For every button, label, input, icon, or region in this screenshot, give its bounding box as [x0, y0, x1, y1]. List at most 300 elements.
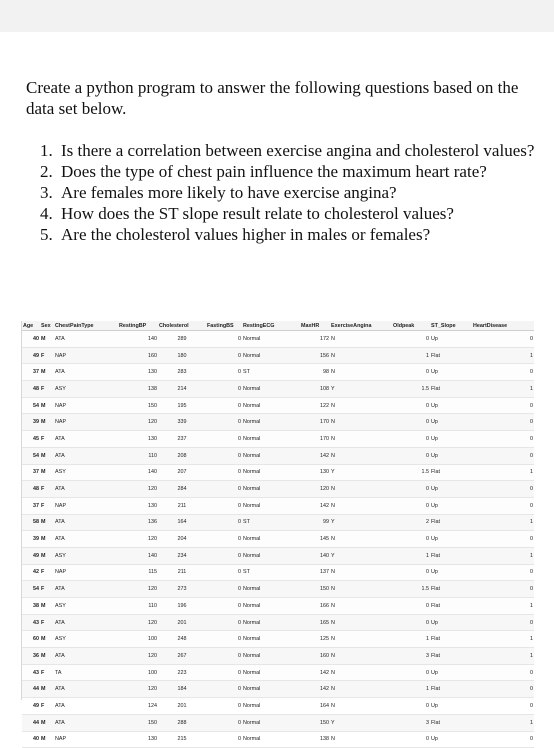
table-cell: 215	[158, 731, 206, 748]
table-header-row	[22, 321, 534, 331]
table-row	[22, 664, 534, 681]
table-cell: 0	[392, 564, 430, 581]
table-cell: N	[330, 481, 392, 498]
table-cell: Normal	[242, 598, 300, 615]
table-cell: 196	[158, 598, 206, 615]
table-cell: 110	[118, 447, 158, 464]
table-cell: F	[40, 381, 54, 398]
table-cell: 120	[300, 481, 330, 498]
table-cell: 0	[206, 481, 242, 498]
table-cell: F	[40, 431, 54, 448]
table-cell: 0	[392, 531, 430, 548]
column-header: ST_Slope	[430, 321, 472, 331]
table-cell: NAP	[54, 497, 118, 514]
column-header: RestingECG	[242, 321, 300, 331]
table-cell: Flat	[430, 347, 472, 364]
table-cell: 1	[472, 547, 534, 564]
table-cell: 0	[472, 698, 534, 715]
table-cell: 37	[22, 364, 40, 381]
table-cell: NAP	[54, 397, 118, 414]
table-cell: 201	[158, 614, 206, 631]
table-cell: M	[40, 714, 54, 731]
table-cell: 283	[158, 364, 206, 381]
table-cell: M	[40, 598, 54, 615]
table-cell: 0	[206, 598, 242, 615]
table-cell: 0	[472, 397, 534, 414]
table-cell: ATA	[54, 531, 118, 548]
table-cell: 122	[300, 397, 330, 414]
table-cell: 1	[472, 714, 534, 731]
table-cell: 39	[22, 414, 40, 431]
table-cell: 0	[472, 731, 534, 748]
table-cell: ATA	[54, 514, 118, 531]
table-cell: M	[40, 531, 54, 548]
table-cell: Normal	[242, 631, 300, 648]
table-cell: 170	[300, 431, 330, 448]
table-cell: N	[330, 531, 392, 548]
table-cell: 339	[158, 414, 206, 431]
table-cell: N	[330, 731, 392, 748]
table-cell: 0	[206, 664, 242, 681]
top-bar	[0, 0, 554, 32]
table-row	[22, 497, 534, 514]
table-cell: 1	[472, 514, 534, 531]
table-cell: Flat	[430, 631, 472, 648]
table-cell: 164	[300, 698, 330, 715]
table-row	[22, 481, 534, 498]
table-cell: 42	[22, 564, 40, 581]
table-cell: 150	[118, 714, 158, 731]
table-cell: N	[330, 648, 392, 665]
table-row	[22, 547, 534, 564]
table-cell: ASY	[54, 631, 118, 648]
table-row	[22, 648, 534, 665]
table-cell: Up	[430, 497, 472, 514]
table-cell: 0	[472, 581, 534, 598]
table-cell: 120	[118, 648, 158, 665]
table-cell: 0	[206, 347, 242, 364]
table-cell: Y	[330, 464, 392, 481]
table-row	[22, 397, 534, 414]
table-cell: N	[330, 614, 392, 631]
table-cell: Y	[330, 514, 392, 531]
table-cell: 0	[472, 331, 534, 348]
table-cell: ATA	[54, 581, 118, 598]
table-cell: 0	[472, 364, 534, 381]
table-cell: 98	[300, 364, 330, 381]
table-cell: 36	[22, 648, 40, 665]
table-cell: 273	[158, 581, 206, 598]
dataset-table	[22, 321, 534, 748]
table-cell: 0	[472, 664, 534, 681]
table-cell: Up	[430, 614, 472, 631]
table-cell: 142	[300, 681, 330, 698]
table-cell: 150	[118, 397, 158, 414]
table-cell: 1	[392, 547, 430, 564]
table-cell: 0	[392, 414, 430, 431]
table-cell: 0	[206, 414, 242, 431]
table-cell: 130	[118, 497, 158, 514]
table-cell: 150	[300, 714, 330, 731]
table-cell: 54	[22, 447, 40, 464]
table-cell: ATA	[54, 648, 118, 665]
table-cell: Up	[430, 414, 472, 431]
table-cell: 49	[22, 698, 40, 715]
table-cell: 40	[22, 331, 40, 348]
table-cell: M	[40, 414, 54, 431]
table-cell: Flat	[430, 648, 472, 665]
table-cell: Up	[430, 731, 472, 748]
table-cell: 124	[118, 698, 158, 715]
table-cell: 0	[206, 714, 242, 731]
table-cell: 48	[22, 481, 40, 498]
table-cell: Normal	[242, 347, 300, 364]
table-cell: Normal	[242, 698, 300, 715]
column-header: MaxHR	[300, 321, 330, 331]
table-cell: Normal	[242, 614, 300, 631]
table-cell: Flat	[430, 547, 472, 564]
table-cell: 288	[158, 714, 206, 731]
table-cell: M	[40, 631, 54, 648]
table-cell: 0	[206, 464, 242, 481]
table-cell: 120	[118, 481, 158, 498]
table-cell: 120	[118, 681, 158, 698]
table-cell: Normal	[242, 681, 300, 698]
table-cell: 289	[158, 331, 206, 348]
question-item-2	[40, 161, 540, 182]
table-cell: ATA	[54, 714, 118, 731]
table-cell: 0	[206, 431, 242, 448]
table-cell: M	[40, 648, 54, 665]
table-cell: M	[40, 514, 54, 531]
table-cell: 1	[472, 347, 534, 364]
table-cell: 0	[472, 481, 534, 498]
table-cell: 137	[300, 564, 330, 581]
table-cell: Normal	[242, 414, 300, 431]
table-cell: 0	[472, 447, 534, 464]
table-cell: Normal	[242, 731, 300, 748]
table-cell: 0	[472, 564, 534, 581]
table-cell: 2	[392, 514, 430, 531]
table-cell: 0	[206, 564, 242, 581]
table-cell: Normal	[242, 381, 300, 398]
table-cell: 0	[206, 648, 242, 665]
table-cell: 164	[158, 514, 206, 531]
table-cell: 1	[392, 681, 430, 698]
table-cell: N	[330, 681, 392, 698]
table-cell: 0	[206, 581, 242, 598]
table-cell: M	[40, 331, 54, 348]
table-cell: 0	[392, 698, 430, 715]
table-cell: 0	[206, 331, 242, 348]
table-cell: Flat	[430, 581, 472, 598]
table-cell: 0	[392, 481, 430, 498]
table-cell: 284	[158, 481, 206, 498]
column-header: Cholesterol	[158, 321, 206, 331]
table-cell: 136	[118, 514, 158, 531]
table-cell: Up	[430, 531, 472, 548]
table-cell: 0	[472, 414, 534, 431]
table-cell: Up	[430, 564, 472, 581]
column-header: Sex	[40, 321, 54, 331]
table-cell: 99	[300, 514, 330, 531]
table-cell: 37	[22, 464, 40, 481]
table-cell: 1	[472, 631, 534, 648]
table-cell: 38	[22, 598, 40, 615]
table-cell: N	[330, 631, 392, 648]
table-cell: N	[330, 581, 392, 598]
table-cell: M	[40, 364, 54, 381]
table-cell: M	[40, 464, 54, 481]
table-cell: 39	[22, 531, 40, 548]
table-cell: 0	[392, 598, 430, 615]
table-cell: 140	[118, 547, 158, 564]
table-cell: 0	[206, 447, 242, 464]
table-cell: 138	[300, 731, 330, 748]
table-cell: 208	[158, 447, 206, 464]
table-cell: 0	[392, 664, 430, 681]
table-cell: 223	[158, 664, 206, 681]
table-cell: N	[330, 364, 392, 381]
table-cell: 160	[118, 347, 158, 364]
table-cell: M	[40, 681, 54, 698]
table-cell: 49	[22, 347, 40, 364]
column-header: ChestPainType	[54, 321, 118, 331]
table-cell: Up	[430, 698, 472, 715]
table-cell: 130	[118, 431, 158, 448]
question-text: Is there a correlation between exercise angina and cholesterol values?	[61, 141, 535, 160]
table-cell: 125	[300, 631, 330, 648]
table-cell: F	[40, 481, 54, 498]
table-row	[22, 581, 534, 598]
table-cell: 0	[472, 497, 534, 514]
column-header: RestingBP	[118, 321, 158, 331]
question-number: 4.	[40, 204, 53, 223]
table-cell: ATA	[54, 331, 118, 348]
table-cell: 0	[472, 681, 534, 698]
table-cell: F	[40, 581, 54, 598]
question-item-5	[40, 224, 540, 245]
table-cell: 172	[300, 331, 330, 348]
table-cell: Up	[430, 481, 472, 498]
table-cell: Y	[330, 547, 392, 564]
table-cell: 100	[118, 664, 158, 681]
table-cell: 43	[22, 614, 40, 631]
table-cell: ATA	[54, 431, 118, 448]
table-cell: Y	[330, 714, 392, 731]
table-cell: 0	[206, 681, 242, 698]
table-cell: 211	[158, 564, 206, 581]
table-row	[22, 331, 534, 348]
table-cell: 54	[22, 581, 40, 598]
table-cell: Up	[430, 664, 472, 681]
table-cell: 142	[300, 664, 330, 681]
table-cell: 48	[22, 381, 40, 398]
table-cell: 0	[206, 614, 242, 631]
table-cell: F	[40, 497, 54, 514]
table-cell: 156	[300, 347, 330, 364]
table-cell: ATA	[54, 364, 118, 381]
table-cell: F	[40, 614, 54, 631]
table-cell: 44	[22, 681, 40, 698]
table-cell: 0	[206, 381, 242, 398]
table-cell: N	[330, 698, 392, 715]
table-cell: 43	[22, 664, 40, 681]
question-item-3	[40, 182, 540, 203]
table-cell: 0	[392, 431, 430, 448]
table-cell: ATA	[54, 481, 118, 498]
question-text: Are the cholesterol values higher in males or females?	[61, 225, 431, 244]
table-cell: Normal	[242, 464, 300, 481]
table-cell: ASY	[54, 598, 118, 615]
table-cell: 0	[206, 531, 242, 548]
table-cell: M	[40, 397, 54, 414]
table-cell: 184	[158, 681, 206, 698]
table-cell: 0	[392, 497, 430, 514]
table-cell: Flat	[430, 464, 472, 481]
table-cell: Normal	[242, 497, 300, 514]
table-cell: 0	[206, 397, 242, 414]
table-cell: 115	[118, 564, 158, 581]
table-cell: 1	[472, 381, 534, 398]
table-cell: N	[330, 331, 392, 348]
table-cell: ATA	[54, 447, 118, 464]
table-cell: 1	[392, 631, 430, 648]
table-cell: ATA	[54, 614, 118, 631]
table-cell: 211	[158, 497, 206, 514]
table-cell: 0	[206, 731, 242, 748]
table-cell: 170	[300, 414, 330, 431]
table-cell: 49	[22, 547, 40, 564]
question-number: 2.	[40, 162, 53, 181]
table-cell: 0	[206, 547, 242, 564]
table-body	[22, 331, 534, 748]
table-cell: 201	[158, 698, 206, 715]
table-cell: F	[40, 564, 54, 581]
table-cell: 0	[206, 631, 242, 648]
table-cell: Normal	[242, 447, 300, 464]
dataset-table-image	[21, 321, 534, 743]
table-cell: 0	[206, 698, 242, 715]
table-cell: Normal	[242, 664, 300, 681]
table-cell: 60	[22, 631, 40, 648]
table-cell: NAP	[54, 564, 118, 581]
table-row	[22, 347, 534, 364]
table-row	[22, 714, 534, 731]
table-cell: 1	[472, 598, 534, 615]
table-row	[22, 531, 534, 548]
table-cell: 237	[158, 431, 206, 448]
table-cell: Flat	[430, 514, 472, 531]
table-cell: N	[330, 564, 392, 581]
table-cell: N	[330, 431, 392, 448]
table-cell: N	[330, 414, 392, 431]
table-cell: 0	[472, 531, 534, 548]
table-cell: Normal	[242, 431, 300, 448]
table-cell: 180	[158, 347, 206, 364]
table-cell: NAP	[54, 731, 118, 748]
table-cell: ATA	[54, 698, 118, 715]
table-row	[22, 598, 534, 615]
table-cell: 58	[22, 514, 40, 531]
table-cell: 100	[118, 631, 158, 648]
table-cell: 120	[118, 581, 158, 598]
table-row	[22, 431, 534, 448]
table-row	[22, 381, 534, 398]
table-cell: 3	[392, 648, 430, 665]
table-cell: M	[40, 731, 54, 748]
table-cell: 1.5	[392, 464, 430, 481]
table-cell: 0	[392, 731, 430, 748]
table-cell: TA	[54, 664, 118, 681]
table-cell: N	[330, 447, 392, 464]
question-item-1	[40, 140, 540, 161]
table-cell: Normal	[242, 481, 300, 498]
table-cell: 120	[118, 414, 158, 431]
table-row	[22, 681, 534, 698]
table-cell: Up	[430, 397, 472, 414]
column-header: HeartDisease	[472, 321, 534, 331]
table-cell: 0	[392, 331, 430, 348]
table-cell: M	[40, 547, 54, 564]
table-cell: 0	[206, 364, 242, 381]
table-cell: ST	[242, 364, 300, 381]
table-cell: 120	[118, 614, 158, 631]
table-cell: 37	[22, 497, 40, 514]
table-cell: 214	[158, 381, 206, 398]
table-cell: 160	[300, 648, 330, 665]
question-intro: Create a python program to answer the following questions based on the data set below.	[26, 78, 519, 118]
question-list	[40, 140, 540, 245]
table-cell: 0	[206, 514, 242, 531]
table-cell: 140	[118, 464, 158, 481]
column-header: Oldpeak	[392, 321, 430, 331]
table-cell: 145	[300, 531, 330, 548]
table-cell: F	[40, 698, 54, 715]
table-cell: Up	[430, 431, 472, 448]
table-cell: 207	[158, 464, 206, 481]
table-row	[22, 698, 534, 715]
table-cell: 166	[300, 598, 330, 615]
table-cell: Up	[430, 331, 472, 348]
table-cell: Normal	[242, 547, 300, 564]
table-cell: 3	[392, 714, 430, 731]
table-row	[22, 447, 534, 464]
table-cell: 1	[472, 648, 534, 665]
table-cell: 130	[118, 364, 158, 381]
table-cell: 1	[392, 347, 430, 364]
table-cell: 165	[300, 614, 330, 631]
table-cell: Flat	[430, 381, 472, 398]
table-cell: ASY	[54, 381, 118, 398]
table-cell: ST	[242, 514, 300, 531]
table-row	[22, 514, 534, 531]
column-header: Age	[22, 321, 40, 331]
table-cell: ATA	[54, 681, 118, 698]
table-cell: 0	[392, 614, 430, 631]
table-cell: Flat	[430, 714, 472, 731]
table-cell: 248	[158, 631, 206, 648]
table-cell: 204	[158, 531, 206, 548]
table-cell: Normal	[242, 581, 300, 598]
table-cell: Normal	[242, 331, 300, 348]
table-cell: Up	[430, 364, 472, 381]
question-text: Does the type of chest pain influence the maximum heart rate?	[61, 162, 487, 181]
table-cell: 138	[118, 381, 158, 398]
table-row	[22, 564, 534, 581]
table-cell: 54	[22, 397, 40, 414]
question-item-4	[40, 203, 540, 224]
